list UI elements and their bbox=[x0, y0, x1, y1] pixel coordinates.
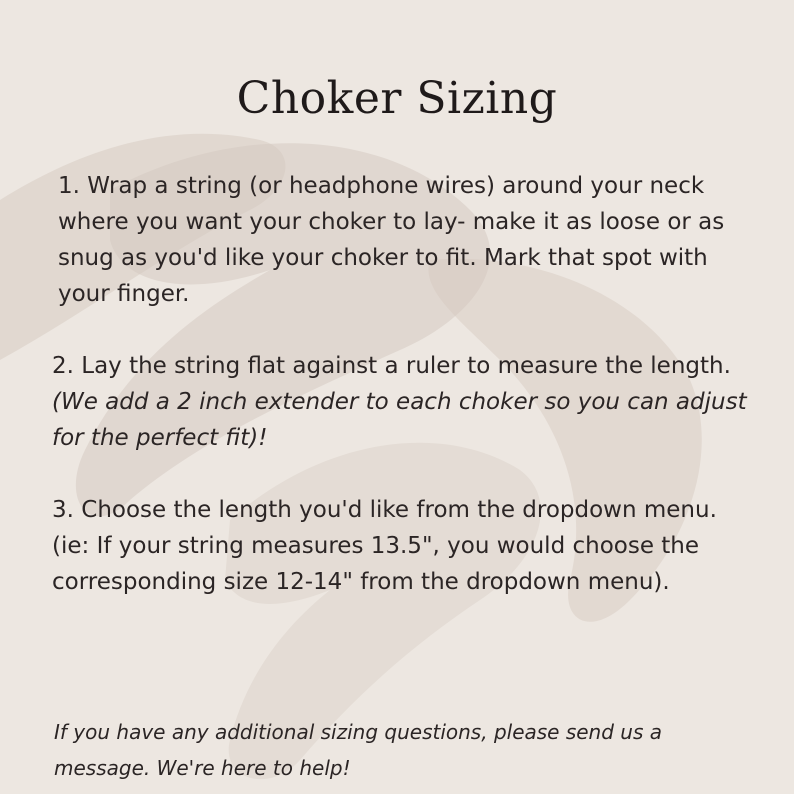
step-1-text: 1. Wrap a string (or headphone wires) around your neck where you want your choker to lay- make it as loose or as snug as you'd like your choker to fit. Mark that spot with your finger. bbox=[58, 173, 725, 307]
page-title: Choker Sizing bbox=[236, 73, 558, 125]
footer-note: If you have any additional sizing questions, please send us a message. We're here to help! bbox=[54, 720, 662, 780]
step-3-text: 3. Choose the length you'd like from the dropdown menu. (ie: If your string measures 13.5", you would choose the corresponding size 12-14" from the dropdown menu). bbox=[52, 497, 717, 595]
step-2-note: (We add a 2 inch extender to each choker so you can adjust for the perfect fit)! bbox=[52, 389, 747, 451]
step-2-text: 2. Lay the string flat against a ruler to measure the length. bbox=[52, 353, 731, 379]
step-2-paragraph bbox=[52, 348, 752, 456]
